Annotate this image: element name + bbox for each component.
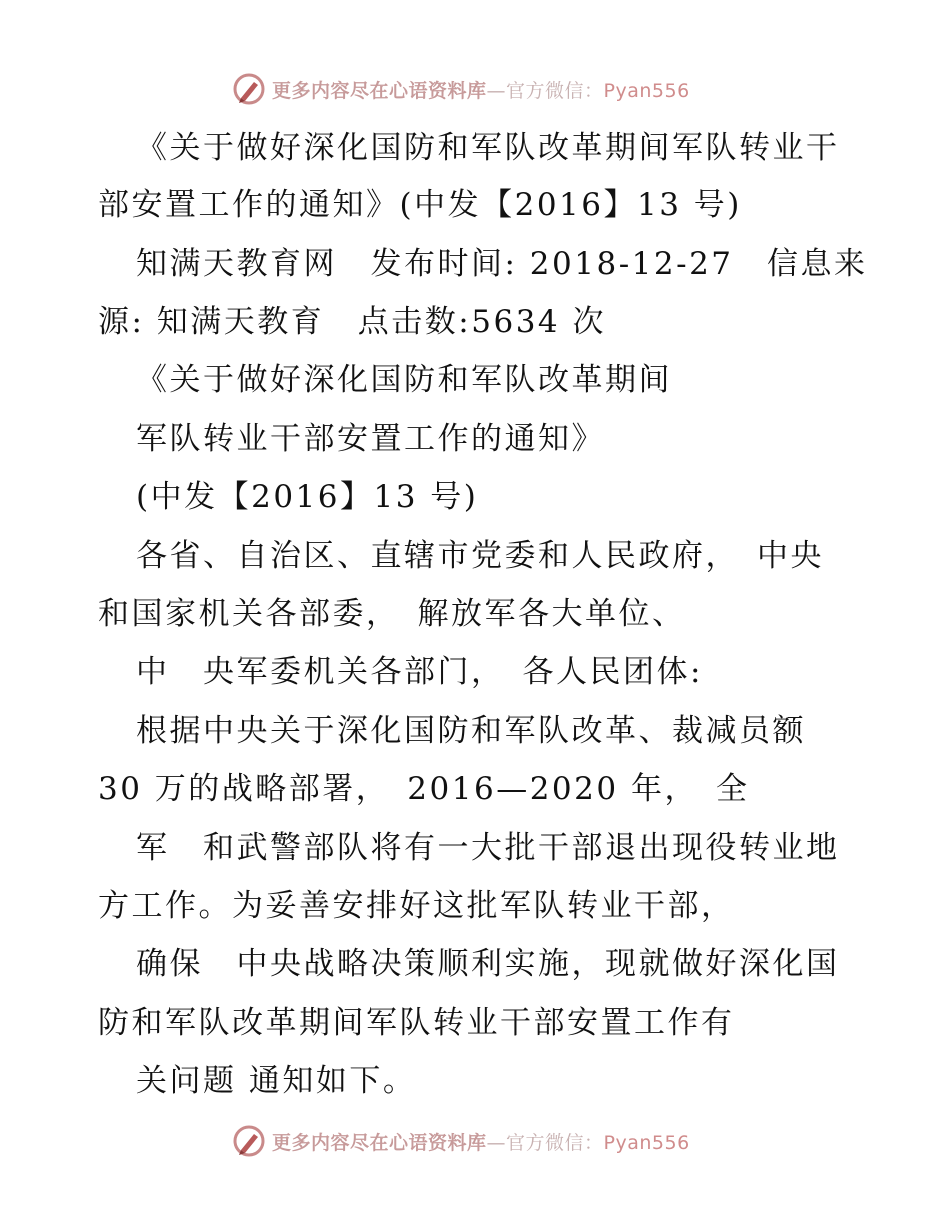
meta-line-1: 知满天教育网 发布时间: 2018-12-27 信息来 [136, 246, 868, 282]
title-line-2: 部安置工作的通知》(中发【2016】13 号) [98, 187, 742, 223]
pen-logo-icon [232, 1124, 266, 1158]
watermark-rest: —官方微信： [486, 79, 604, 102]
addressee-line-3: 中 央军委机关各部门， 各人民团体: [136, 654, 703, 690]
body-line-3: 军 和武警部队将有一大批干部退出现役转业地 [136, 830, 840, 866]
title-line-1: 《关于做好深化国防和军队改革期间军队转业干 [136, 130, 840, 166]
subtitle-line-2: 军队转业干部安置工作的通知》 [136, 421, 605, 457]
body-line-6: 防和军队改革期间军队转业干部安置工作有 [98, 1005, 735, 1041]
watermark-header [232, 70, 690, 108]
watermark-text [272, 76, 690, 103]
addressee-line-2: 和国家机关各部委， 解放军各大单位、 [98, 596, 686, 632]
addressee-line-1: 各省、自治区、直辖市党委和人民政府， 中央 [136, 538, 824, 574]
watermark-footer [232, 1122, 690, 1160]
watermark-main: 更多内容尽在心语资料库 [272, 79, 487, 102]
body-line-2: 30 万的战略部署， 2016—2020 年， 全 [98, 771, 750, 807]
body-line-4: 方工作。为妥善安排好这批军队转业干部， [98, 888, 735, 924]
watermark-text [272, 1128, 690, 1155]
subtitle-line-1: 《关于做好深化国防和军队改革期间 [136, 362, 672, 398]
body-line-5: 确保 中央战略决策顺利实施，现就做好深化国 [136, 946, 840, 982]
watermark-id: Pyan556 [603, 1131, 690, 1154]
body-line-1: 根据中央关于深化国防和军队改革、裁减员额 [136, 713, 806, 749]
watermark-id: Pyan556 [603, 79, 690, 102]
watermark-main: 更多内容尽在心语资料库 [272, 1131, 487, 1154]
pen-logo-icon [232, 72, 266, 106]
doc-number: (中发【2016】13 号) [136, 479, 479, 515]
body-line-7: 关问题 通知如下。 [136, 1063, 417, 1099]
meta-line-2: 源: 知满天教育 点击数:5634 次 [98, 304, 606, 340]
watermark-rest: —官方微信： [486, 1131, 604, 1154]
